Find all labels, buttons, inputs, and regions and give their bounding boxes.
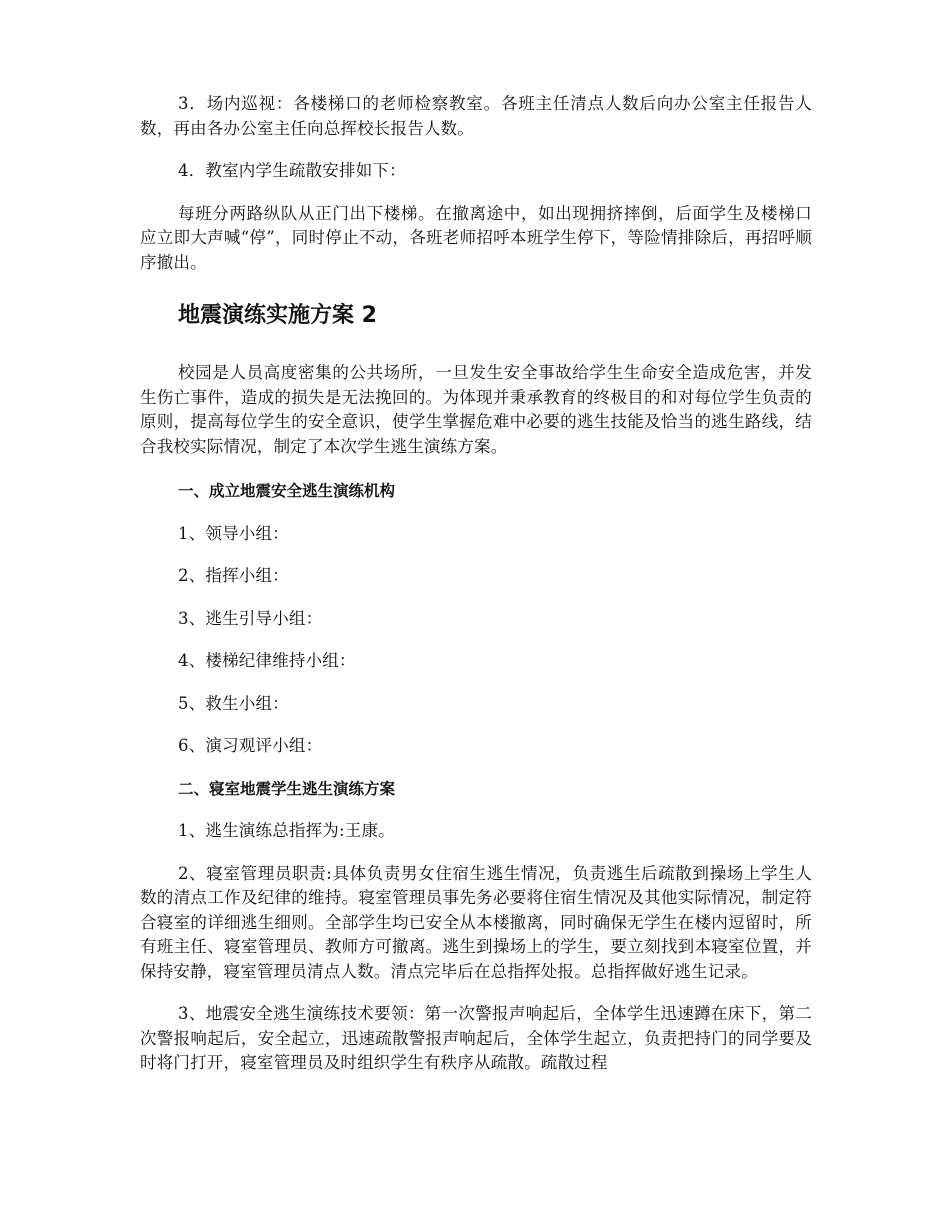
section-title: 地震演练实施方案 2 (178, 303, 377, 328)
list-item: 2、指挥小组： (178, 566, 289, 585)
list-item: 4、楼梯纪律维持小组： (178, 651, 356, 670)
paragraph-classroom-evacuation-title: 4．教室内学生疏散安排如下： (178, 161, 406, 180)
list-item: 5、救生小组： (178, 693, 289, 713)
subheading-dorm-plan: 二、寝室地震学生逃生演练方案 (178, 779, 396, 798)
paragraph-patrol: 3．场内巡视：各楼梯口的老师检察教室。各班主任清点人数后向办公室主任报告人数，再由各办公室主任向总挥校长报告人数。 (140, 94, 812, 138)
document-page (140, 92, 812, 1076)
paragraph-intro: 校园是人员高度密集的公共场所，一旦发生安全事故给学生生命安全造成危害，并发生伤亡事件，造成的损失是无法挽回的。为体现并秉承教育的终极目的和对每位学生负责的原则，提高每位学生的安全意识，使学生掌握危难中必要的逃生技能及恰当的逃生路线，结合我校实际情况，制定了本次学生逃生演练方案。 (140, 363, 812, 456)
subheading-organization: 一、成立地震安全逃生演练机构 (178, 482, 396, 500)
paragraph-technical-points: 3、地震安全逃生演练技术要领：第一次警报声响起后，全体学生迅速蹲在床下，第二次警报响起后，安全起立，迅速疏散警报声响起后，全体学生起立，负责把持门的同学要及时将门打开，寝室管理员及时组织学生有秩序从疏散。疏散过程 (140, 1004, 812, 1072)
paragraph-dorm-manager-duties: 2、寝室管理员职责:具体负责男女住宿生逃生情况，负责逃生后疏散到操场上学生人数的清点工作及纪律的维持。寝室管理员事先务必要将住宿生情况及其他实际情况，制定符合寝室的详细逃生细则。全部学生均已安全从本楼撤离，同时确保无学生在楼内逗留时，所有班主任、寝室管理员、教师方可撤离。逃生到操场上的学生，要立刻找到本寝室位置，并保持安静，寝室管理员清点人数。清点完毕后在总指挥处报。总指挥做好逃生记录。 (140, 863, 812, 981)
paragraph-commander: 1、逃生演练总指挥为:王康。 (178, 821, 395, 840)
list-item: 3、逃生引导小组： (178, 608, 323, 628)
paragraph-classroom-evacuation: 每班分两路纵队从正门出下楼梯。在撤离途中，如出现拥挤摔倒，后面学生及楼梯口应立即大声喊“停”，同时停止不动，各班老师招呼本班学生停下，等险情排除后，再招呼顺序撤出。 (140, 203, 812, 272)
list-item: 6、演习观评小组： (178, 736, 323, 755)
list-item: 1、领导小组： (178, 523, 289, 543)
